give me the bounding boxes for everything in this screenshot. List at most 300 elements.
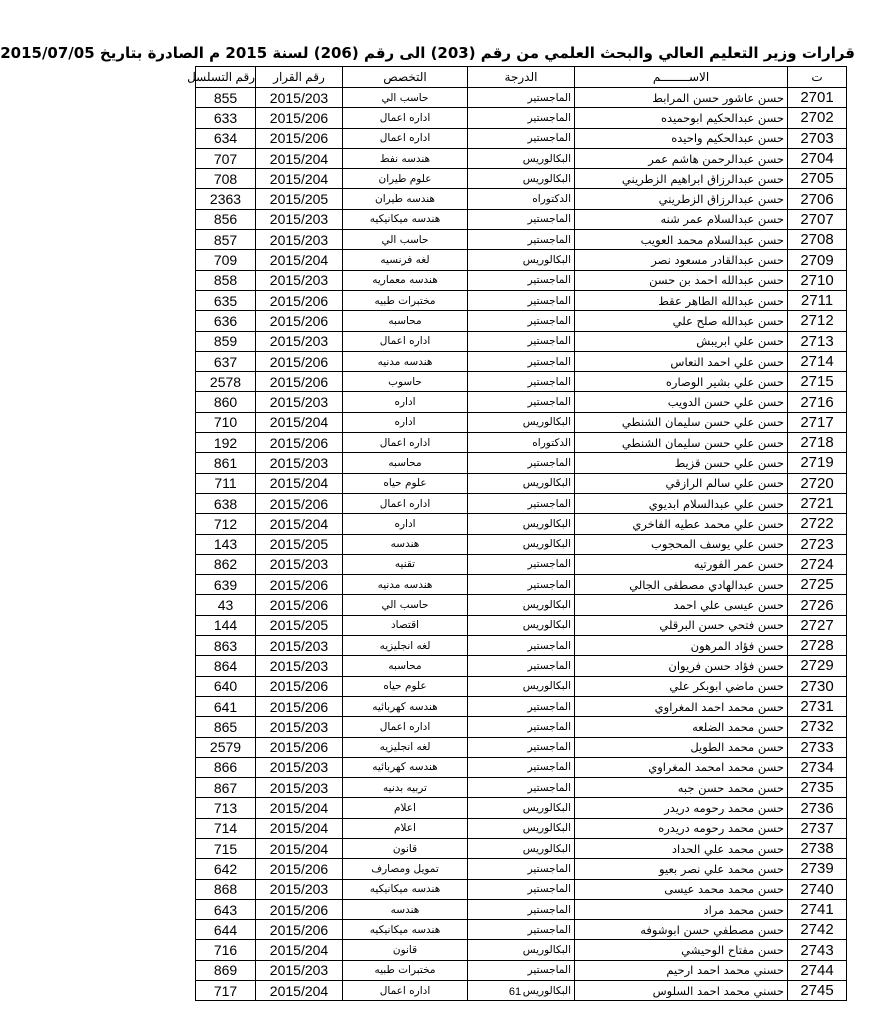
cell-decision-no: 2015/203 bbox=[256, 757, 343, 777]
cell-name: حسن محمد محمد عيسى bbox=[575, 879, 788, 899]
cell-no: 2703 bbox=[788, 128, 847, 148]
cell-specialization: حاسوب bbox=[343, 372, 468, 392]
cell-specialization: اعلام bbox=[343, 798, 468, 818]
cell-no: 2704 bbox=[788, 148, 847, 168]
table-row bbox=[196, 230, 847, 250]
cell-degree: البكالوريس bbox=[468, 676, 575, 696]
cell-serial-no: 633 bbox=[196, 108, 256, 128]
cell-serial-no: 192 bbox=[196, 433, 256, 453]
cell-degree: الماجستير bbox=[468, 88, 575, 108]
cell-no: 2729 bbox=[788, 656, 847, 676]
cell-serial-no: 708 bbox=[196, 169, 256, 189]
cell-name: حسن علي حسن الدويب bbox=[575, 392, 788, 412]
cell-specialization: قانون bbox=[343, 940, 468, 960]
cell-no: 2716 bbox=[788, 392, 847, 412]
cell-degree: البكالوريس bbox=[468, 940, 575, 960]
cell-degree: الماجستير bbox=[468, 351, 575, 371]
cell-serial-no: 639 bbox=[196, 575, 256, 595]
cell-degree: الماجستير bbox=[468, 757, 575, 777]
table-row bbox=[196, 290, 847, 310]
cell-serial-no: 143 bbox=[196, 534, 256, 554]
cell-degree: الماجستير bbox=[468, 311, 575, 331]
cell-specialization: تمويل ومصارف bbox=[343, 859, 468, 879]
table-row bbox=[196, 331, 847, 351]
cell-name: حسن عبدالرزاق الزطريني bbox=[575, 189, 788, 209]
cell-degree: الماجستير bbox=[468, 920, 575, 940]
cell-degree: الماجستير bbox=[468, 270, 575, 290]
cell-specialization: تقنيه bbox=[343, 554, 468, 574]
cell-degree: البكالوريس bbox=[468, 250, 575, 270]
cell-degree: البكالوريس bbox=[468, 838, 575, 858]
cell-specialization: اداره اعمال bbox=[343, 108, 468, 128]
cell-specialization: علوم حياه bbox=[343, 473, 468, 493]
header-degree: الدرجة bbox=[468, 67, 575, 88]
table-row bbox=[196, 412, 847, 432]
cell-specialization: اداره اعمال bbox=[343, 331, 468, 351]
table-row bbox=[196, 676, 847, 696]
table-row bbox=[196, 128, 847, 148]
cell-specialization: هندسه كهربائيه bbox=[343, 757, 468, 777]
table-row bbox=[196, 88, 847, 108]
table-row bbox=[196, 960, 847, 980]
cell-decision-no: 2015/203 bbox=[256, 331, 343, 351]
cell-decision-no: 2015/206 bbox=[256, 290, 343, 310]
cell-degree: الماجستير bbox=[468, 128, 575, 148]
cell-decision-no: 2015/204 bbox=[256, 981, 343, 1001]
cell-specialization: هندسه ميكانيكيه bbox=[343, 920, 468, 940]
cell-decision-no: 2015/203 bbox=[256, 554, 343, 574]
table-row bbox=[196, 615, 847, 635]
cell-name: حسن عبدالحكيم ابوحميده bbox=[575, 108, 788, 128]
cell-name: حسن علي يوسف المحجوب bbox=[575, 534, 788, 554]
cell-degree: الماجستير bbox=[468, 696, 575, 716]
cell-decision-no: 2015/206 bbox=[256, 696, 343, 716]
cell-specialization: هندسه bbox=[343, 899, 468, 919]
cell-serial-no: 2363 bbox=[196, 189, 256, 209]
cell-decision-no: 2015/206 bbox=[256, 676, 343, 696]
cell-specialization: اداره اعمال bbox=[343, 433, 468, 453]
cell-decision-no: 2015/204 bbox=[256, 148, 343, 168]
cell-serial-no: 637 bbox=[196, 351, 256, 371]
cell-degree: الدكتوراه bbox=[468, 189, 575, 209]
cell-decision-no: 2015/206 bbox=[256, 859, 343, 879]
cell-degree: الماجستير bbox=[468, 737, 575, 757]
cell-no: 2742 bbox=[788, 920, 847, 940]
cell-specialization: لغه انجليزيه bbox=[343, 737, 468, 757]
cell-name: حسني محمد احمد السلوس bbox=[575, 981, 788, 1001]
cell-decision-no: 2015/206 bbox=[256, 899, 343, 919]
cell-name: حسن عبدالرحمن هاشم عمر bbox=[575, 148, 788, 168]
table-row bbox=[196, 636, 847, 656]
cell-no: 2743 bbox=[788, 940, 847, 960]
cell-name: حسن عبدالله الطاهر عقط bbox=[575, 290, 788, 310]
cell-no: 2738 bbox=[788, 838, 847, 858]
cell-specialization: اداره bbox=[343, 412, 468, 432]
cell-serial-no: 862 bbox=[196, 554, 256, 574]
cell-name: حسن فؤاد حسن فريوان bbox=[575, 656, 788, 676]
cell-degree: الدكتوراه bbox=[468, 433, 575, 453]
cell-decision-no: 2015/206 bbox=[256, 108, 343, 128]
cell-specialization: حاسب الي bbox=[343, 595, 468, 615]
page-title: قرارات وزير التعليم العالي والبحث العلمي من رقم (203) الى رقم (206) لسنة 2015 م الصادرة بتاريخ 2015/07/05 bbox=[0, 44, 855, 62]
cell-no: 2710 bbox=[788, 270, 847, 290]
cell-serial-no: 636 bbox=[196, 311, 256, 331]
cell-no: 2712 bbox=[788, 311, 847, 331]
table-row bbox=[196, 148, 847, 168]
table-row bbox=[196, 778, 847, 798]
cell-no: 2702 bbox=[788, 108, 847, 128]
cell-serial-no: 716 bbox=[196, 940, 256, 960]
cell-no: 2724 bbox=[788, 554, 847, 574]
cell-no: 2736 bbox=[788, 798, 847, 818]
cell-name: حسن عاشور حسن المرابط bbox=[575, 88, 788, 108]
cell-serial-no: 634 bbox=[196, 128, 256, 148]
cell-serial-no: 855 bbox=[196, 88, 256, 108]
cell-serial-no: 857 bbox=[196, 230, 256, 250]
cell-no: 2720 bbox=[788, 473, 847, 493]
cell-no: 2728 bbox=[788, 636, 847, 656]
cell-decision-no: 2015/205 bbox=[256, 534, 343, 554]
cell-degree: الماجستير bbox=[468, 392, 575, 412]
cell-no: 2721 bbox=[788, 493, 847, 513]
cell-specialization: تربيه بدنيه bbox=[343, 778, 468, 798]
cell-serial-no: 644 bbox=[196, 920, 256, 940]
cell-no: 2735 bbox=[788, 778, 847, 798]
cell-decision-no: 2015/204 bbox=[256, 940, 343, 960]
cell-no: 2722 bbox=[788, 514, 847, 534]
cell-serial-no: 715 bbox=[196, 838, 256, 858]
table-row bbox=[196, 514, 847, 534]
cell-decision-no: 2015/206 bbox=[256, 128, 343, 148]
cell-serial-no: 717 bbox=[196, 981, 256, 1001]
table-row bbox=[196, 270, 847, 290]
cell-no: 2707 bbox=[788, 209, 847, 229]
cell-specialization: هندسه ميكانيكيه bbox=[343, 879, 468, 899]
table-row bbox=[196, 392, 847, 412]
cell-no: 2741 bbox=[788, 899, 847, 919]
cell-decision-no: 2015/203 bbox=[256, 960, 343, 980]
cell-serial-no: 714 bbox=[196, 818, 256, 838]
cell-name: حسن عيسى علي احمد bbox=[575, 595, 788, 615]
cell-no: 2718 bbox=[788, 433, 847, 453]
cell-degree: الماجستير bbox=[468, 290, 575, 310]
cell-name: حسن محمد احمد المغراوي bbox=[575, 696, 788, 716]
header-serial-no: رقم التسلسل bbox=[196, 67, 256, 88]
cell-decision-no: 2015/203 bbox=[256, 88, 343, 108]
table-row bbox=[196, 899, 847, 919]
cell-specialization: هندسه مدنيه bbox=[343, 575, 468, 595]
cell-degree: الماجستير bbox=[468, 717, 575, 737]
table-row bbox=[196, 108, 847, 128]
cell-name: حسن عبدالقادر مسعود نصر bbox=[575, 250, 788, 270]
cell-serial-no: 861 bbox=[196, 453, 256, 473]
cell-name: حسن محمد امحمد المغراوي bbox=[575, 757, 788, 777]
cell-name: حسن فتحي حسن البرقلي bbox=[575, 615, 788, 635]
cell-name: حسن محمد علي نصر بعيو bbox=[575, 859, 788, 879]
cell-degree: الماجستير bbox=[468, 554, 575, 574]
cell-name: حسن محمد مراد bbox=[575, 899, 788, 919]
cell-name: حسن محمد الطويل bbox=[575, 737, 788, 757]
cell-name: حسن علي حسن قزيط bbox=[575, 453, 788, 473]
table-row bbox=[196, 351, 847, 371]
cell-name: حسن علي حسن سليمان الشنطي bbox=[575, 412, 788, 432]
cell-no: 2715 bbox=[788, 372, 847, 392]
cell-specialization: علوم طيران bbox=[343, 169, 468, 189]
cell-no: 2733 bbox=[788, 737, 847, 757]
cell-serial-no: 640 bbox=[196, 676, 256, 696]
cell-name: حسن عبدالرزاق ابراهيم الزطريني bbox=[575, 169, 788, 189]
cell-specialization: حاسب الي bbox=[343, 88, 468, 108]
cell-no: 2701 bbox=[788, 88, 847, 108]
table-row bbox=[196, 656, 847, 676]
cell-serial-no: 864 bbox=[196, 656, 256, 676]
cell-decision-no: 2015/206 bbox=[256, 433, 343, 453]
cell-no: 2732 bbox=[788, 717, 847, 737]
cell-no: 2734 bbox=[788, 757, 847, 777]
header-specialization: التخصص bbox=[343, 67, 468, 88]
cell-specialization: قانون bbox=[343, 838, 468, 858]
cell-serial-no: 858 bbox=[196, 270, 256, 290]
table-row bbox=[196, 838, 847, 858]
cell-decision-no: 2015/204 bbox=[256, 169, 343, 189]
cell-name: حسن فؤاد المرهون bbox=[575, 636, 788, 656]
cell-serial-no: 865 bbox=[196, 717, 256, 737]
header-no: ت bbox=[788, 67, 847, 88]
cell-specialization: مختبرات طبيه bbox=[343, 960, 468, 980]
cell-specialization: هندسه bbox=[343, 534, 468, 554]
cell-no: 2709 bbox=[788, 250, 847, 270]
cell-name: حسن عبدالسلام عمر شنه bbox=[575, 209, 788, 229]
cell-decision-no: 2015/206 bbox=[256, 372, 343, 392]
cell-name: حسن عمر الفورتيه bbox=[575, 554, 788, 574]
cell-degree: البكالوريس bbox=[468, 798, 575, 818]
table-row bbox=[196, 534, 847, 554]
cell-no: 2714 bbox=[788, 351, 847, 371]
table-row bbox=[196, 473, 847, 493]
cell-decision-no: 2015/203 bbox=[256, 778, 343, 798]
cell-specialization: هندسه ميكانيكيه bbox=[343, 209, 468, 229]
cell-decision-no: 2015/203 bbox=[256, 453, 343, 473]
cell-specialization: اداره اعمال bbox=[343, 981, 468, 1001]
table-body bbox=[196, 88, 847, 1001]
table-row bbox=[196, 169, 847, 189]
cell-specialization: حاسب الي bbox=[343, 230, 468, 250]
table-row bbox=[196, 453, 847, 473]
cell-specialization: اداره bbox=[343, 392, 468, 412]
table-row bbox=[196, 798, 847, 818]
cell-specialization: اداره اعمال bbox=[343, 493, 468, 513]
cell-serial-no: 869 bbox=[196, 960, 256, 980]
table-row bbox=[196, 493, 847, 513]
cell-specialization: هندسه طيران bbox=[343, 189, 468, 209]
cell-name: حسن محمد رحومه دريدره bbox=[575, 818, 788, 838]
cell-degree: الماجستير bbox=[468, 859, 575, 879]
cell-serial-no: 43 bbox=[196, 595, 256, 615]
cell-serial-no: 710 bbox=[196, 412, 256, 432]
cell-specialization: اقتصاد bbox=[343, 615, 468, 635]
cell-serial-no: 643 bbox=[196, 899, 256, 919]
table-row bbox=[196, 920, 847, 940]
cell-decision-no: 2015/205 bbox=[256, 189, 343, 209]
cell-specialization: علوم حياه bbox=[343, 676, 468, 696]
cell-decision-no: 2015/204 bbox=[256, 838, 343, 858]
cell-no: 2740 bbox=[788, 879, 847, 899]
cell-specialization: هندسه مدنيه bbox=[343, 351, 468, 371]
cell-specialization: هندسه نفط bbox=[343, 148, 468, 168]
cell-degree: الماجستير bbox=[468, 230, 575, 250]
cell-no: 2745 bbox=[788, 981, 847, 1001]
cell-name: حسني محمد احمد ارحيم bbox=[575, 960, 788, 980]
cell-name: حسن محمد حسن جبه bbox=[575, 778, 788, 798]
cell-decision-no: 2015/205 bbox=[256, 615, 343, 635]
cell-serial-no: 868 bbox=[196, 879, 256, 899]
table-row bbox=[196, 311, 847, 331]
cell-name: حسن علي بشير الوصاره bbox=[575, 372, 788, 392]
cell-name: حسن عبدالهادي مصطفى الجالي bbox=[575, 575, 788, 595]
cell-name: حسن محمد الضلعه bbox=[575, 717, 788, 737]
cell-specialization: لغه انجليزيه bbox=[343, 636, 468, 656]
table-row bbox=[196, 250, 847, 270]
table-row bbox=[196, 209, 847, 229]
cell-serial-no: 856 bbox=[196, 209, 256, 229]
cell-no: 2730 bbox=[788, 676, 847, 696]
cell-decision-no: 2015/203 bbox=[256, 270, 343, 290]
cell-decision-no: 2015/203 bbox=[256, 209, 343, 229]
cell-specialization: لغه فرنسيه bbox=[343, 250, 468, 270]
cell-serial-no: 712 bbox=[196, 514, 256, 534]
cell-no: 2717 bbox=[788, 412, 847, 432]
table-row bbox=[196, 595, 847, 615]
cell-name: حسن علي محمد عطيه الفاخري bbox=[575, 514, 788, 534]
cell-no: 2723 bbox=[788, 534, 847, 554]
cell-decision-no: 2015/206 bbox=[256, 920, 343, 940]
table-row bbox=[196, 696, 847, 716]
cell-degree: الماجستير bbox=[468, 879, 575, 899]
cell-decision-no: 2015/204 bbox=[256, 412, 343, 432]
cell-name: حسن مصطفي حسن ابوشوفه bbox=[575, 920, 788, 940]
cell-no: 2744 bbox=[788, 960, 847, 980]
table-header-row bbox=[196, 67, 847, 88]
cell-no: 2719 bbox=[788, 453, 847, 473]
cell-no: 2713 bbox=[788, 331, 847, 351]
cell-decision-no: 2015/204 bbox=[256, 514, 343, 534]
cell-serial-no: 866 bbox=[196, 757, 256, 777]
cell-decision-no: 2015/203 bbox=[256, 392, 343, 412]
table-row bbox=[196, 757, 847, 777]
table-row bbox=[196, 940, 847, 960]
cell-no: 2711 bbox=[788, 290, 847, 310]
cell-degree: البكالوريس bbox=[468, 615, 575, 635]
cell-decision-no: 2015/206 bbox=[256, 737, 343, 757]
cell-decision-no: 2015/203 bbox=[256, 879, 343, 899]
decisions-table bbox=[187, 66, 847, 1001]
page-number: 61 bbox=[508, 986, 522, 998]
cell-degree: الماجستير bbox=[468, 372, 575, 392]
cell-name: حسن محمد رحومه دريدر bbox=[575, 798, 788, 818]
cell-no: 2727 bbox=[788, 615, 847, 635]
cell-serial-no: 635 bbox=[196, 290, 256, 310]
cell-specialization: اعلام bbox=[343, 818, 468, 838]
cell-no: 2708 bbox=[788, 230, 847, 250]
cell-degree: البكالوريس bbox=[468, 534, 575, 554]
cell-serial-no: 641 bbox=[196, 696, 256, 716]
cell-no: 2739 bbox=[788, 859, 847, 879]
cell-serial-no: 860 bbox=[196, 392, 256, 412]
cell-specialization: محاسبه bbox=[343, 453, 468, 473]
cell-degree: الماجستير bbox=[468, 331, 575, 351]
cell-degree: الماجستير bbox=[468, 899, 575, 919]
cell-no: 2706 bbox=[788, 189, 847, 209]
table-row bbox=[196, 818, 847, 838]
cell-decision-no: 2015/203 bbox=[256, 656, 343, 676]
cell-name: حسن عبدالله صلح علي bbox=[575, 311, 788, 331]
cell-no: 2705 bbox=[788, 169, 847, 189]
cell-name: حسن مفتاح الوحيشي bbox=[575, 940, 788, 960]
cell-degree: الماجستير bbox=[468, 778, 575, 798]
cell-serial-no: 642 bbox=[196, 859, 256, 879]
cell-specialization: هندسه معماريه bbox=[343, 270, 468, 290]
cell-degree: البكالوريس bbox=[468, 595, 575, 615]
header-decision-no: رقم القرار bbox=[256, 67, 343, 88]
table-row bbox=[196, 189, 847, 209]
cell-serial-no: 2578 bbox=[196, 372, 256, 392]
cell-degree: البكالوريس bbox=[468, 412, 575, 432]
cell-degree: الماجستير bbox=[468, 453, 575, 473]
table-row bbox=[196, 737, 847, 757]
cell-no: 2731 bbox=[788, 696, 847, 716]
cell-serial-no: 144 bbox=[196, 615, 256, 635]
table-row bbox=[196, 879, 847, 899]
cell-name: حسن عبدالله احمد بن حسن bbox=[575, 270, 788, 290]
cell-degree: الماجستير bbox=[468, 209, 575, 229]
table-row bbox=[196, 859, 847, 879]
cell-no: 2725 bbox=[788, 575, 847, 595]
cell-decision-no: 2015/206 bbox=[256, 351, 343, 371]
table-row bbox=[196, 717, 847, 737]
cell-degree: الماجستير bbox=[468, 493, 575, 513]
cell-degree: الماجستير bbox=[468, 108, 575, 128]
cell-decision-no: 2015/203 bbox=[256, 717, 343, 737]
header-name: الاســــــــم bbox=[575, 67, 788, 88]
cell-serial-no: 707 bbox=[196, 148, 256, 168]
cell-serial-no: 867 bbox=[196, 778, 256, 798]
cell-name: حسن علي احمد النعاس bbox=[575, 351, 788, 371]
cell-name: حسن محمد علي الحداد bbox=[575, 838, 788, 858]
cell-serial-no: 709 bbox=[196, 250, 256, 270]
cell-decision-no: 2015/204 bbox=[256, 798, 343, 818]
cell-name: حسن علي سالم الرازقي bbox=[575, 473, 788, 493]
cell-specialization: اداره bbox=[343, 514, 468, 534]
cell-name: حسن ماضي ابوبكر علي bbox=[575, 676, 788, 696]
cell-decision-no: 2015/204 bbox=[256, 250, 343, 270]
cell-decision-no: 2015/203 bbox=[256, 636, 343, 656]
cell-degree: الماجستير bbox=[468, 656, 575, 676]
cell-name: حسن علي ابريبش bbox=[575, 331, 788, 351]
cell-serial-no: 711 bbox=[196, 473, 256, 493]
table-row bbox=[196, 554, 847, 574]
cell-name: حسن عبدالسلام محمد العويب bbox=[575, 230, 788, 250]
cell-decision-no: 2015/203 bbox=[256, 230, 343, 250]
cell-name: حسن علي عبدالسلام ابديوي bbox=[575, 493, 788, 513]
cell-serial-no: 638 bbox=[196, 493, 256, 513]
table-row bbox=[196, 372, 847, 392]
table-row bbox=[196, 575, 847, 595]
cell-decision-no: 2015/204 bbox=[256, 818, 343, 838]
cell-name: حسن علي حسن سليمان الشنطي bbox=[575, 433, 788, 453]
cell-specialization: محاسبه bbox=[343, 656, 468, 676]
cell-decision-no: 2015/206 bbox=[256, 575, 343, 595]
cell-degree: الماجستير bbox=[468, 636, 575, 656]
